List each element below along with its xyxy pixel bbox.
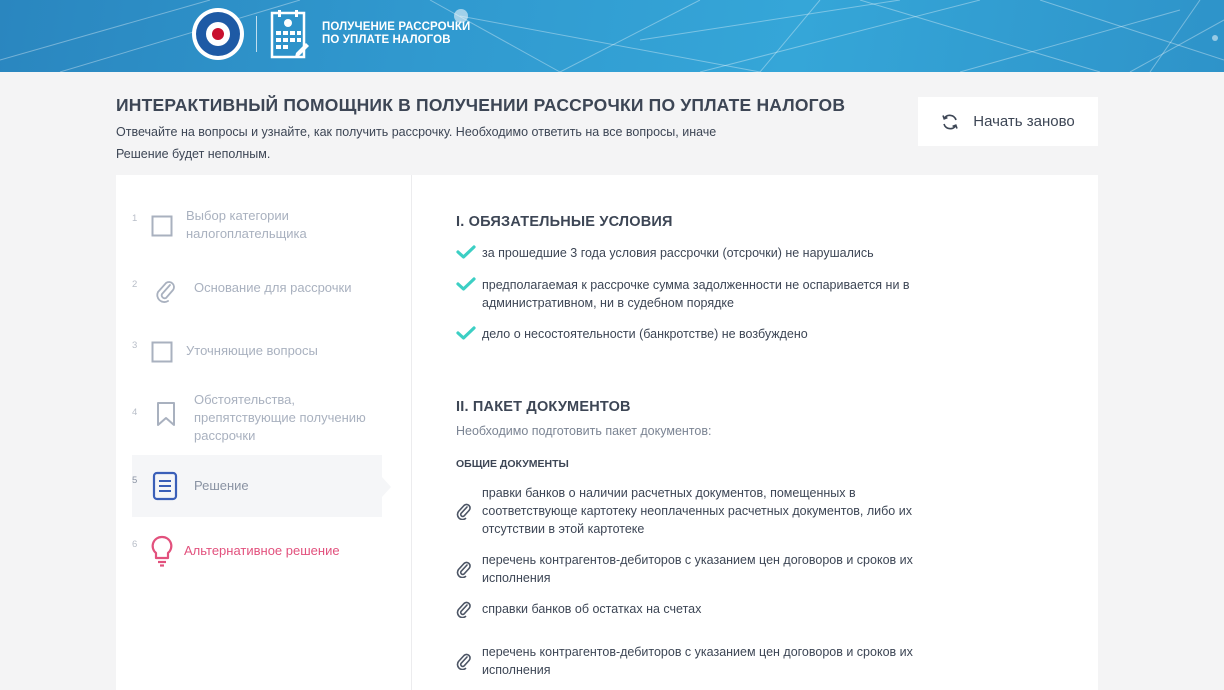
bookmark-icon: [156, 401, 176, 427]
condition-item: [456, 244, 936, 262]
step-label: Выбор категории налогоплательщика: [186, 208, 307, 241]
check-icon: [456, 325, 476, 341]
page-subtitle: Отвечайте на вопросы и узнайте, как получить рассрочку. Необходимо ответить на все вопросы, иначе Решение будет неполным.: [116, 125, 717, 161]
document-item: [456, 484, 936, 538]
checkbox-icon: [151, 215, 173, 237]
condition-item: [456, 325, 936, 343]
refresh-icon: [941, 113, 959, 131]
conditions-title: I. ОБЯЗАТЕЛЬНЫЕ УСЛОВИЯ: [456, 214, 673, 230]
condition-text: за прошедшие 3 года условия рассрочки (отсрочки) не нарушались: [482, 246, 874, 260]
lightbulb-icon: [150, 535, 174, 567]
step-label: Уточняющие вопросы: [186, 343, 318, 358]
step-alternative[interactable]: [132, 533, 382, 569]
step-circumstances[interactable]: [132, 391, 382, 447]
network-pattern-decoration: [0, 0, 1224, 72]
paperclip-icon: [456, 600, 472, 618]
checkbox-icon: [151, 341, 173, 363]
check-icon: [456, 276, 476, 292]
step-number: 3: [132, 340, 138, 351]
step-label: Обстоятельства, препятствующие получению рассрочки: [194, 392, 366, 443]
header-logo-line1: ПОЛУЧЕНИЕ РАССРОЧКИ: [322, 21, 471, 33]
document-text: перечень контрагентов-дебиторов с указанием цен договоров и сроков их исполнения: [482, 645, 913, 677]
step-label: Основание для рассрочки: [194, 280, 352, 295]
document-text: справки банков об остатках на счетах: [482, 602, 702, 616]
step-number: 1: [132, 213, 138, 224]
site-header: [0, 0, 1224, 72]
check-icon: [456, 244, 476, 260]
restart-button-label: Начать заново: [973, 113, 1075, 130]
wizard-card: [116, 175, 1098, 690]
document-text: перечень контрагентов-дебиторов с указанием цен договоров и сроков их исполнения: [482, 553, 913, 585]
condition-text: предполагаемая к рассрочке сумма задолженности не оспаривается ни в административном, ни в судебном порядке: [482, 278, 910, 310]
condition-text: дело о несостоятельности (банкротстве) не возбуждено: [482, 327, 808, 341]
step-number: 4: [132, 407, 138, 418]
step-decision[interactable]: [132, 455, 382, 517]
document-text: правки банков о наличии расчетных документов, помещенных в соответствующе картотеку неоплаченных расчетных документов, либо их отсутствии в этой картотеке: [482, 486, 912, 536]
step-number: 6: [132, 539, 138, 550]
header-logo-title[interactable]: [322, 21, 470, 47]
document-item: [456, 643, 936, 679]
document-icon: [152, 471, 178, 501]
step-questions[interactable]: [132, 337, 382, 367]
condition-item: [456, 276, 936, 312]
page-title: ИНТЕРАКТИВНЫЙ ПОМОЩНИК В ПОЛУЧЕНИИ РАССРОЧКИ ПО УПЛАТЕ НАЛОГОВ: [116, 95, 846, 115]
active-step-pointer: [382, 477, 391, 497]
general-documents-subhead: ОБЩИЕ ДОКУМЕНТЫ: [456, 458, 569, 470]
header-separator: [256, 16, 257, 52]
paperclip-icon: [456, 560, 472, 578]
header-logo-line2: ПО УПЛАТЕ НАЛОГОВ: [322, 34, 451, 46]
step-label: Альтернативное решение: [184, 543, 340, 558]
documents-title: II. ПАКЕТ ДОКУМЕНТОВ: [456, 399, 631, 415]
step-category[interactable]: [132, 205, 382, 245]
step-number: 5: [132, 475, 138, 486]
steps-sidebar: [116, 175, 412, 690]
restart-button[interactable]: [918, 97, 1098, 146]
document-item: [456, 600, 936, 618]
fns-emblem-logo[interactable]: [192, 8, 244, 60]
paperclip-icon: [154, 277, 176, 303]
paperclip-icon: [456, 502, 472, 520]
step-basis[interactable]: [132, 273, 382, 303]
step-label: Решение: [194, 478, 249, 493]
calendar-document-logo-icon: [270, 9, 310, 61]
document-item: [456, 551, 936, 587]
paperclip-icon: [456, 652, 472, 670]
documents-note: Необходимо подготовить пакет документов:: [456, 424, 712, 438]
step-number: 2: [132, 279, 138, 290]
